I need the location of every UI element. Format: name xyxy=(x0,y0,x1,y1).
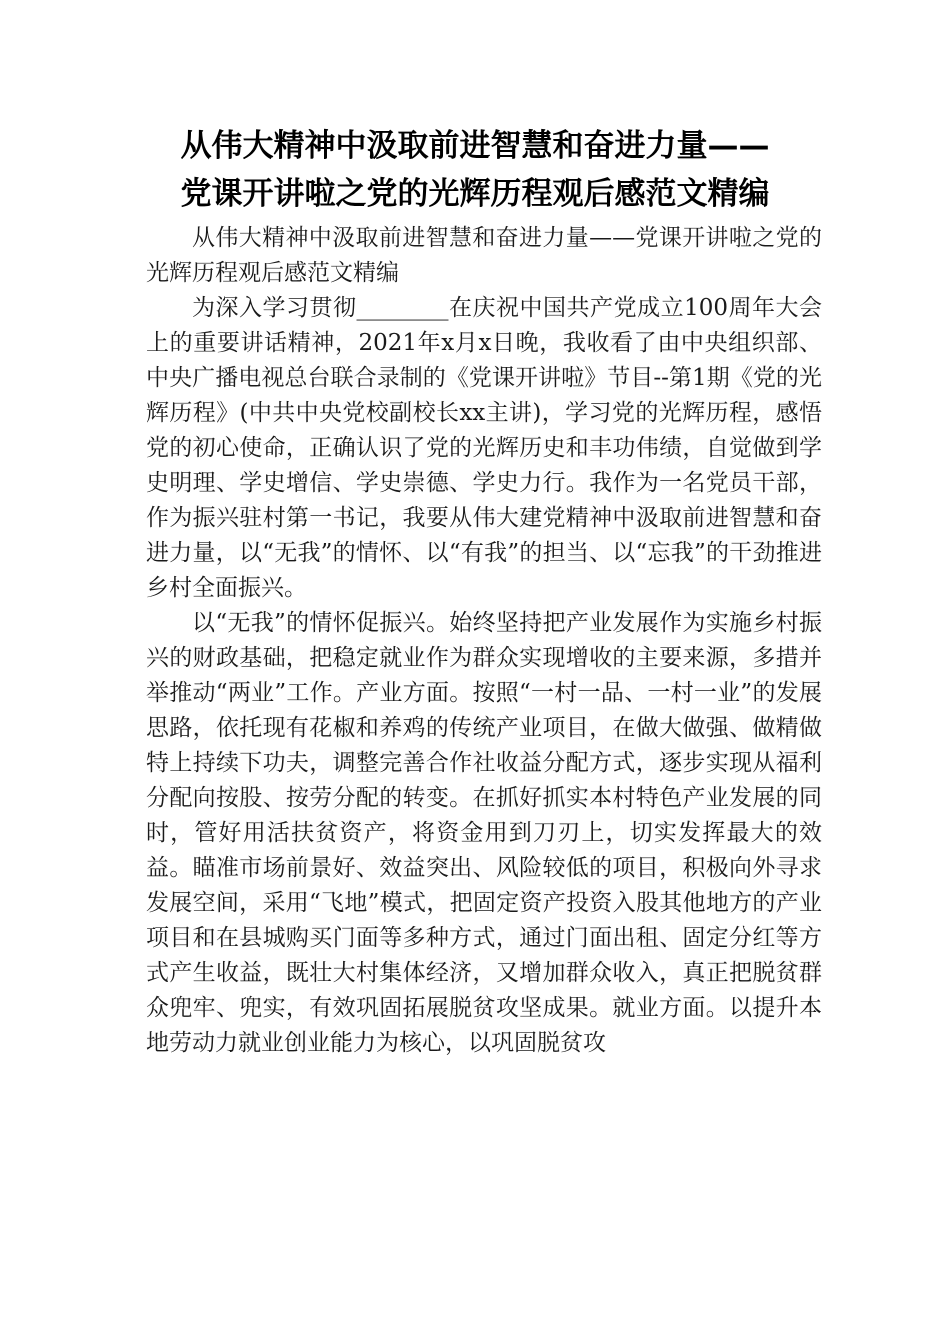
document-body xyxy=(146,221,822,1061)
title-line-1: 从伟大精神中汲取前进智慧和奋进力量—— xyxy=(180,128,770,164)
section-paragraph: 以“无我”的情怀促振兴。始终坚持把产业发展作为实施乡村振兴的财政基础，把稳定就业作为群众实现增收的主要来源，多措并举推动“两业”工作。产业方面。按照“一村一品、一村一业”的发展思路，依托现有花椒和养鸡的传统产业项目，在做大做强、做精做特上持续下功夫，调整完善合作社收益分配方式，逐步实现从福利分配向按股、按劳分配的转变。在抓好抓实本村特色产业发展的同时，管好用活扶贫资产，将资金用到刀刃上，切实发挥最大的效益。瞄准市场前景好、效益突出、风险较低的项目，积极向外寻求发展空间，采用“飞地”模式，把固定资产投资入股其他地方的产业项目和在县城购买门面等多种方式，通过门面出租、固定分红等方式产生收益，既壮大村集体经济，又增加群众收入，真正把脱贫群众兜牢、兜实，有效巩固拓展脱贫攻坚成果。就业方面。以提升本地劳动力就业创业能力为核心，以巩固脱贫攻 xyxy=(146,610,822,1056)
title-line-2: 党课开讲啦之党的光辉历程观后感范文精编 xyxy=(180,176,770,212)
document-title xyxy=(140,122,810,218)
intro-paragraph: 为深入学习贯彻________在庆祝中国共产党成立100周年大会上的重要讲话精神，2021年x月x日晚，我收看了由中央组织部、中央广播电视总台联合录制的《党课开讲啦》节目--第1期《党的光辉历程》(中共中央党校副校长xx主讲)，学习党的光辉历程，感悟党的初心使命，正确认识了党的光辉历史和丰功伟绩，自觉做到学史明理、学史增信、学史崇德、学史力行。我作为一名党员干部，作为振兴驻村第一书记，我要从伟大建党精神中汲取前进智慧和奋进力量，以“无我”的情怀、以“有我”的担当、以“忘我”的干劲推进乡村全面振兴。 xyxy=(146,295,822,601)
subtitle-paragraph: 从伟大精神中汲取前进智慧和奋进力量——党课开讲啦之党的光辉历程观后感范文精编 xyxy=(146,225,822,286)
